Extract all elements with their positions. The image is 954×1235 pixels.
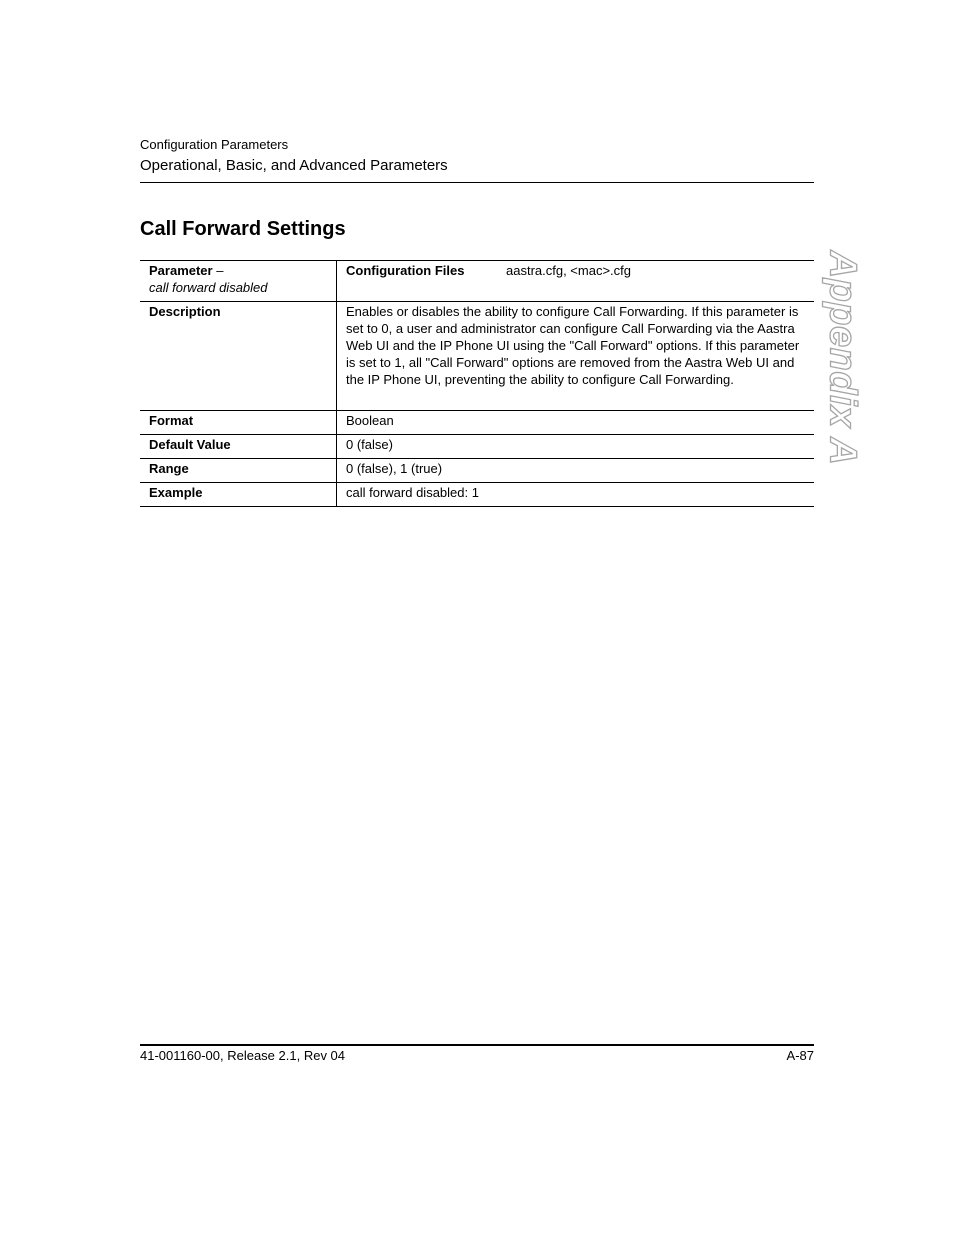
table-row bbox=[140, 435, 814, 459]
table-row bbox=[140, 411, 814, 435]
row-value: 0 (false), 1 (true) bbox=[337, 459, 815, 483]
page-title: Call Forward Settings bbox=[140, 218, 346, 240]
footer-doc-id: 41-001160-00, Release 2.1, Rev 04 bbox=[140, 1048, 346, 1063]
row-label: Description bbox=[140, 302, 337, 411]
parameter-name: call forward disabled bbox=[149, 280, 268, 295]
row-label: Range bbox=[140, 459, 337, 483]
row-label: Default Value bbox=[140, 435, 337, 459]
table-row bbox=[140, 302, 814, 411]
config-files-label: Configuration Files bbox=[346, 263, 465, 278]
row-value: call forward disabled: 1 bbox=[337, 483, 815, 507]
table-row bbox=[140, 459, 814, 483]
row-label: Example bbox=[140, 483, 337, 507]
parameter-dash: – bbox=[212, 263, 224, 278]
header-section: Configuration Parameters bbox=[140, 137, 289, 152]
parameter-label: Parameter bbox=[149, 263, 213, 278]
parameter-table bbox=[140, 260, 814, 507]
config-files-cell bbox=[337, 261, 815, 302]
row-value: 0 (false) bbox=[337, 435, 815, 459]
table-row-parameter bbox=[140, 261, 814, 302]
row-value: Boolean bbox=[337, 411, 815, 435]
header-subsection: Operational, Basic, and Advanced Parameters bbox=[140, 157, 448, 174]
config-files-value: aastra.cfg, <mac>.cfg bbox=[506, 263, 632, 278]
header-divider bbox=[140, 182, 814, 183]
row-value: Enables or disables the ability to configure Call Forwarding. If this parameter is set to 0, a user and administrator can configure Call Forwarding via the Aastra Web UI and the IP Phone UI using the "Call Forward" options. If this parameter is set to 1, all "Call Forward" options are removed from the Aastra Web UI and the IP Phone UI, preventing the ability to configure Call Forwarding. bbox=[337, 302, 815, 411]
footer-divider bbox=[140, 1044, 814, 1046]
table-row bbox=[140, 483, 814, 507]
appendix-side-tab bbox=[820, 250, 864, 466]
appendix-side-tab-label: Appendix A bbox=[821, 250, 864, 466]
footer-page-number: A-87 bbox=[786, 1048, 814, 1063]
parameter-cell bbox=[140, 261, 337, 302]
row-label: Format bbox=[140, 411, 337, 435]
